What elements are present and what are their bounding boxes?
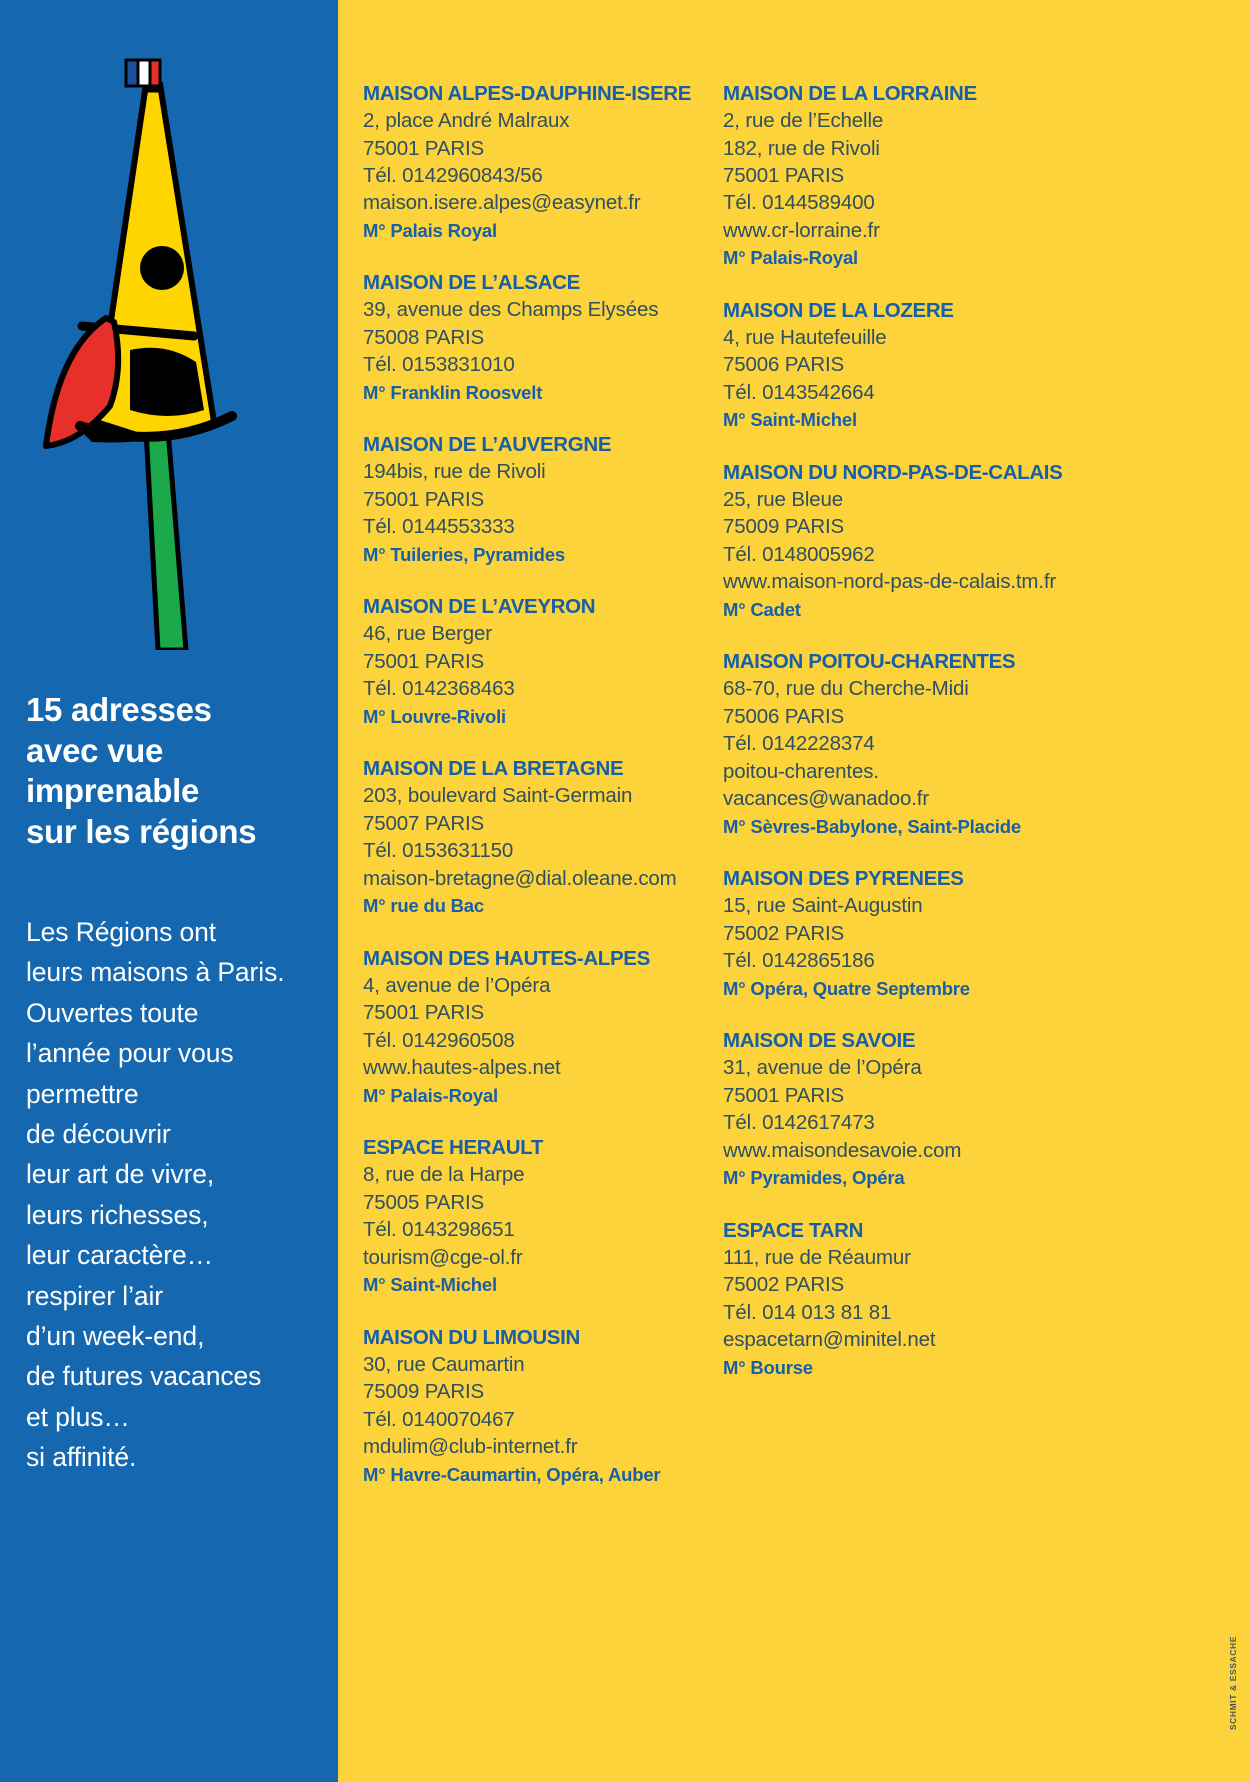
address-entry-metro: M° Tuileries, Pyramides	[363, 543, 565, 565]
address-entry-name: MAISON DE LA LORRAINE	[723, 82, 977, 105]
address-entry-name: MAISON DE LA BRETAGNE	[363, 757, 624, 781]
intro-line: Ouvertes toute	[26, 997, 199, 1028]
address-entry	[723, 648, 1123, 839]
address-entry	[363, 945, 723, 1108]
address-entry-line: espacetarn@minitel.net	[723, 1328, 936, 1352]
address-entry-line: tourism@cge-ol.fr	[363, 1245, 523, 1269]
address-entry-line: 75001 PARIS	[363, 136, 485, 160]
address-entry-line: 75006 PARIS	[723, 353, 845, 377]
address-entry-metro: M° Havre-Caumartin, Opéra, Auber	[363, 1463, 661, 1485]
address-listing	[330, 0, 1250, 1782]
address-entry-line: Tél. 0144553333	[363, 515, 515, 539]
address-entry-line: 75002 PARIS	[723, 921, 845, 945]
address-entry-metro: M° Pyramides, Opéra	[723, 1167, 905, 1189]
address-entry-line: 75001 PARIS	[723, 1083, 845, 1107]
intro-line: leurs richesses,	[26, 1199, 209, 1230]
address-entry	[723, 1027, 1123, 1190]
intro-line: l’année pour vous	[26, 1038, 234, 1069]
address-entry-name: MAISON ALPES-DAUPHINE-ISERE	[363, 82, 692, 105]
intro-line: leur caractère…	[26, 1240, 214, 1271]
address-entry-line: 194bis, rue de Rivoli	[363, 460, 546, 484]
address-entry-line: maison-bretagne@dial.oleane.com	[363, 866, 677, 890]
address-entry-name: MAISON DES PYRENEES	[723, 867, 964, 891]
headline-line: 15 adresses	[26, 691, 212, 728]
address-entry-line: 75001 PARIS	[363, 487, 485, 511]
address-entry-line: Tél. 0144589400	[723, 191, 875, 215]
address-entry-metro: M° rue du Bac	[363, 895, 484, 917]
address-entry-line: Tél. 0148005962	[723, 542, 875, 566]
address-entry-metro: M° Franklin Roosvelt	[363, 381, 543, 403]
address-entry-name: MAISON DU LIMOUSIN	[363, 1325, 580, 1349]
intro-line: Les Régions ont	[26, 917, 217, 947]
address-entry-line: Tél. 0142617473	[723, 1111, 875, 1135]
address-entry-line: Tél. 0142228374	[723, 732, 875, 756]
address-entry-metro: M° Louvre-Rivoli	[363, 705, 506, 727]
headline-line: sur les régions	[26, 812, 257, 850]
address-entry-name: MAISON DE L’AUVERGNE	[363, 433, 612, 457]
address-entry-line: 75005 PARIS	[363, 1190, 485, 1214]
address-entry-line: 75008 PARIS	[363, 325, 485, 349]
headline-line: imprenable	[26, 772, 200, 810]
address-entry-metro: M° Saint-Michel	[723, 409, 857, 431]
address-entry-line: Tél. 0142960508	[363, 1028, 515, 1052]
address-entry-line: 4, rue Hautefeuille	[723, 325, 887, 349]
address-entry-line: 30, rue Caumartin	[363, 1352, 525, 1376]
address-entry-line: mdulim@club-internet.fr	[363, 1435, 578, 1459]
address-entry	[363, 1134, 723, 1297]
address-entry-line: 75009 PARIS	[363, 1380, 485, 1404]
address-entry	[723, 80, 1123, 271]
address-entry	[363, 593, 723, 729]
address-entry-line: maison.isere.alpes@easynet.fr	[363, 191, 641, 215]
address-entry-metro: M° Opéra, Quatre Septembre	[723, 977, 970, 999]
address-entry-metro: M° Palais Royal	[363, 219, 497, 241]
address-entry-metro: M° Palais-Royal	[723, 247, 858, 269]
address-entry-metro: M° Saint-Michel	[363, 1274, 497, 1296]
intro-line: leur art de vivre,	[26, 1159, 215, 1190]
intro-line: leurs maisons à Paris.	[26, 957, 285, 988]
address-entry-metro: M° Cadet	[723, 598, 801, 620]
address-entry-line: 75002 PARIS	[723, 1273, 845, 1297]
address-entry-line: 39, avenue des Champs Elysées	[363, 298, 659, 322]
address-entry-line: 75001 PARIS	[723, 163, 845, 187]
photo-credit: SCHMIT & ESSACHE	[1228, 1635, 1238, 1730]
headline-line: avec vue	[26, 731, 164, 769]
address-entry-line: 4, avenue de l’Opéra	[363, 973, 551, 997]
address-entry-name: MAISON DU NORD-PAS-DE-CALAIS	[723, 460, 1063, 484]
address-entry-line: 75001 PARIS	[363, 649, 485, 673]
address-entry-line: Tél. 0143542664	[723, 380, 875, 404]
address-entry-line: Tél. 0153631150	[363, 839, 514, 863]
address-entry-line: 75009 PARIS	[723, 515, 845, 539]
address-entry-line: www.hautes-alpes.net	[363, 1056, 561, 1080]
intro-line: permettre	[26, 1078, 139, 1109]
address-entry-line: www.maison-nord-pas-de-calais.tm.fr	[723, 570, 1057, 594]
address-entry-metro: M° Bourse	[723, 1356, 813, 1378]
intro-line: et plus…	[26, 1401, 130, 1432]
address-entry-name: ESPACE TARN	[723, 1218, 864, 1242]
address-entry-line: www.cr-lorraine.fr	[723, 218, 880, 242]
address-entry-metro: M° Palais-Royal	[363, 1084, 498, 1106]
left-blue-panel	[0, 0, 330, 1782]
address-column-right	[723, 80, 1123, 1406]
address-entry-metro: M° Sèvres-Babylone, Saint-Placide	[723, 815, 1021, 837]
address-entry-line: 75001 PARIS	[363, 1001, 485, 1025]
address-entry-line: Tél. 0153831010	[363, 353, 515, 377]
address-entry-line: 75007 PARIS	[363, 811, 485, 835]
intro-line: respirer l’air	[26, 1280, 164, 1311]
address-entry-line: www.maisondesavoie.com	[723, 1138, 962, 1162]
address-entry-line: Tél. 0142368463	[363, 677, 515, 701]
eiffel-tower-bird-logo	[18, 50, 308, 650]
address-entry-line: 68-70, rue du Cherche-Midi	[723, 677, 969, 701]
address-entry	[363, 80, 723, 243]
address-entry-line: 31, avenue de l’Opéra	[723, 1056, 922, 1080]
address-entry-name: MAISON POITOU-CHARENTES	[723, 650, 1016, 674]
address-entry-line: Tél. 0143298651	[363, 1218, 515, 1242]
address-entry-name: MAISON DE L’AVEYRON	[363, 595, 596, 619]
address-entry-name: MAISON DE L’ALSACE	[363, 271, 580, 295]
headline	[26, 690, 326, 852]
intro-line: de futures vacances	[26, 1361, 262, 1392]
french-flag-icon	[126, 60, 160, 86]
address-entry-line: 75006 PARIS	[723, 704, 845, 728]
address-entry-line: 15, rue Saint-Augustin	[723, 894, 923, 918]
address-entry-line: 182, rue de Rivoli	[723, 136, 880, 160]
address-entry-line: poitou-charentes.	[723, 759, 879, 783]
address-entry	[363, 269, 723, 405]
intro-paragraph	[26, 912, 336, 1478]
address-entry	[363, 431, 723, 567]
address-entry	[723, 297, 1123, 433]
address-entry-line: 2, place André Malraux	[363, 109, 570, 133]
address-entry-name: MAISON DES HAUTES-ALPES	[363, 946, 650, 970]
address-entry-line: 8, rue de la Harpe	[363, 1163, 525, 1187]
address-entry-line: 2, rue de l’Echelle	[723, 109, 884, 133]
address-entry-name: MAISON DE LA LOZERE	[723, 298, 954, 322]
intro-line: si affinité.	[26, 1442, 137, 1473]
address-entry-line: 203, boulevard Saint-Germain	[363, 784, 633, 808]
address-entry-line: Tél. 0140070467	[363, 1407, 515, 1431]
intro-line: d’un week-end,	[26, 1321, 205, 1352]
address-entry-line: 25, rue Bleue	[723, 487, 843, 511]
intro-line: de découvrir	[26, 1119, 171, 1150]
address-entry	[723, 459, 1123, 622]
address-entry	[723, 865, 1123, 1001]
address-entry-line: 111, rue de Réaumur	[723, 1245, 911, 1269]
address-entry-line: 46, rue Berger	[363, 622, 492, 646]
address-entry-line: vacances@wanadoo.fr	[723, 787, 929, 811]
address-entry-line: Tél. 0142960843/56	[363, 163, 543, 187]
address-entry-name: ESPACE HERAULT	[363, 1136, 543, 1160]
address-entry	[723, 1217, 1123, 1380]
address-entry	[363, 1324, 723, 1487]
address-entry-line: Tél. 0142865186	[723, 949, 875, 973]
address-entry	[363, 755, 723, 918]
address-column-left	[363, 80, 723, 1513]
address-entry-name: MAISON DE SAVOIE	[723, 1029, 916, 1053]
address-entry-line: Tél. 014 013 81 81	[723, 1300, 892, 1324]
